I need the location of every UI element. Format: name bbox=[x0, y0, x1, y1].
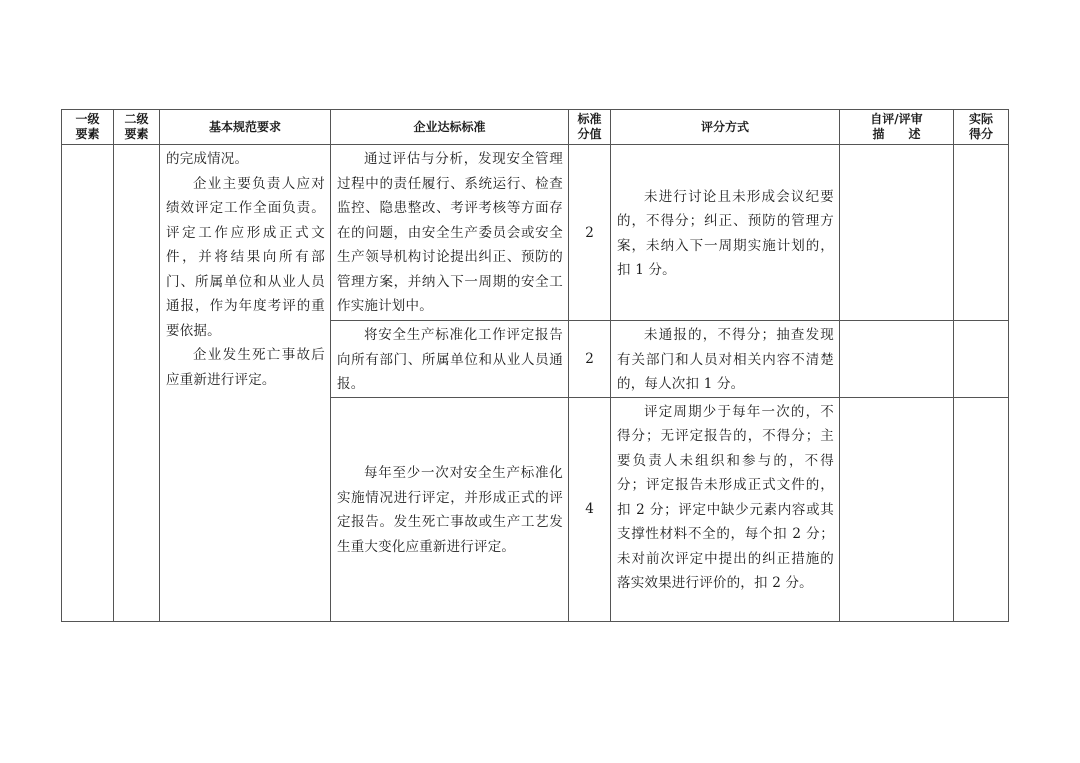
header-basic-requirements: 基本规范要求 bbox=[160, 110, 331, 145]
header-row bbox=[62, 110, 1009, 145]
enterprise-standard-cell: 将安全生产标准化工作评定报告向所有部门、所属单位和从业人员通报。 bbox=[331, 321, 569, 398]
standards-table bbox=[61, 109, 1009, 622]
enterprise-standard-cell: 每年至少一次对安全生产标准化实施情况进行评定，并形成正式的评定报告。发生死亡事故或生产工艺发生重大变化应重新进行评定。 bbox=[331, 397, 569, 621]
header-level1: 一级 要素 bbox=[62, 110, 114, 145]
header-self-review: 自评/评审 描 述 bbox=[840, 110, 954, 145]
standard-score-cell: 2 bbox=[569, 321, 611, 398]
header-enterprise-standard: 企业达标标准 bbox=[331, 110, 569, 145]
scoring-method-cell: 评定周期少于每年一次的，不得分；无评定报告的，不得分；主要负责人未组织和参与的，不得分；评定报告未形成正式文件的，扣 2 分；评定中缺少元素内容或其支撑性材料不全的，每个扣 2 分；未对前次评定中提出的纠正措施的落实效果进行评价的，扣 2 分。 bbox=[611, 397, 840, 621]
level1-cell bbox=[62, 145, 114, 622]
actual-score-cell bbox=[954, 321, 1009, 398]
table-row bbox=[62, 145, 1009, 321]
actual-score-cell bbox=[954, 145, 1009, 321]
header-scoring-method: 评分方式 bbox=[611, 110, 840, 145]
header-level2: 二级 要素 bbox=[114, 110, 160, 145]
standard-score-cell: 2 bbox=[569, 145, 611, 321]
basic-req-para: 企业发生死亡事故后应重新进行评定。 bbox=[166, 347, 325, 388]
basic-req-para: 的完成情况。 bbox=[166, 151, 249, 167]
enterprise-standard-cell: 通过评估与分析，发现安全管理过程中的责任履行、系统运行、检查监控、隐患整改、考评考核等方面存在的问题，由安全生产委员会或安全生产领导机构讨论提出纠正、预防的管理方案，并纳入下一周期的安全工作实施计划中。 bbox=[331, 145, 569, 321]
self-review-cell bbox=[840, 397, 954, 621]
level2-cell bbox=[114, 145, 160, 622]
basic-requirements-cell bbox=[160, 145, 331, 622]
self-review-cell bbox=[840, 145, 954, 321]
standard-score-cell: 4 bbox=[569, 397, 611, 621]
scoring-method-cell: 未进行讨论且未形成会议纪要的，不得分；纠正、预防的管理方案，未纳入下一周期实施计划的，扣 1 分。 bbox=[611, 145, 840, 321]
scoring-method-cell: 未通报的，不得分；抽查发现有关部门和人员对相关内容不清楚的，每人次扣 1 分。 bbox=[611, 321, 840, 398]
actual-score-cell bbox=[954, 397, 1009, 621]
basic-req-para: 企业主要负责人应对绩效评定工作全面负责。评定工作应形成正式文件，并将结果向所有部门、所属单位和从业人员通报，作为年度考评的重要依据。 bbox=[166, 175, 325, 339]
self-review-cell bbox=[840, 321, 954, 398]
header-actual-score: 实际 得分 bbox=[954, 110, 1009, 145]
header-standard-score: 标准 分值 bbox=[569, 110, 611, 145]
